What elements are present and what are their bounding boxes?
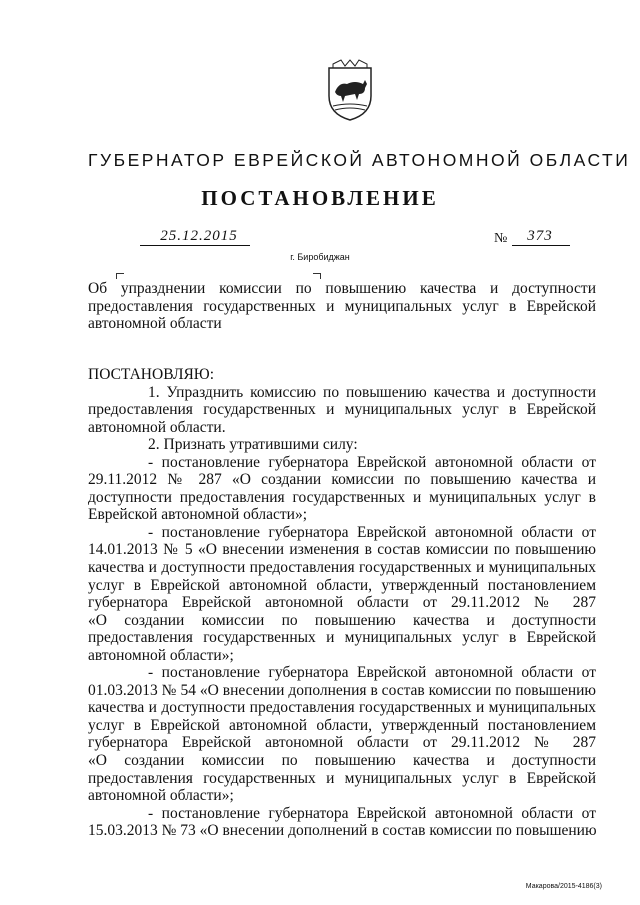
body-line: предоставления государственных и муниципальных услуг в Еврейской [88,401,596,419]
issuer-title: ГУБЕРНАТОР ЕВРЕЙСКОЙ АВТОНОМНОЙ ОБЛАСТИ [88,150,631,170]
body-line: губернатора Еврейской автономной области от 29.11.2012 № 287 [88,594,596,612]
date-underline [140,245,250,246]
body-line: услуг в Еврейской автономной области, утвержденный постановлением [88,716,596,734]
city: г. Биробиджан [290,252,350,262]
subject-corner-left [116,273,124,279]
body-line: 1. Упразднить комиссию по повышению качества и доступности [148,383,596,401]
body-line: предоставления государственных и муниципальных услуг в Еврейской [88,769,596,787]
body-line: автономной области. [88,418,226,436]
body-lead: ПОСТАНОВЛЯЮ: [88,366,215,383]
body-line: предоставления государственных и муниципальных услуг в Еврейской [88,629,596,647]
body-line: «О создании комиссии по повышению качества и доступности [88,611,596,629]
body-line: 01.03.2013 № 54 «О внесении дополнения в состав комиссии по повышению [88,681,596,699]
document-number: 373 [527,228,553,244]
subject-line: автономной области [88,315,222,332]
document-code: Макарова/2015-4186(3) [525,883,602,890]
coat-of-arms-emblem [325,58,375,122]
body-line: 29.11.2012 № 287 «О создании комиссии по повышению качества и [88,471,596,489]
subject-line: Об упразднении комиссии по повышению качества и доступности [88,280,596,297]
body-line: 2. Признать утратившими силу: [148,436,358,454]
document-body [88,366,596,840]
document-type: ПОСТАНОВЛЕНИЕ [201,186,439,210]
body-line: качества и доступности предоставления государственных и муниципальных [88,559,596,577]
subject-line: предоставления государственных и муниципальных услуг в Еврейской [88,297,596,315]
body-line: губернатора Еврейской автономной области от 29.11.2012 № 287 [88,734,596,752]
body-line: качества и доступности предоставления государственных и муниципальных [88,699,596,717]
body-line: 15.03.2013 № 73 «О внесении дополнений в состав комиссии по повышению [88,822,597,840]
number-label: № [494,231,508,246]
body-line: 14.01.2013 № 5 «О внесении изменения в состав комиссии по повышению [88,541,596,559]
body-line: Еврейской автономной области»; [88,506,308,524]
body-line: - постановление губернатора Еврейской автономной области от [148,664,596,682]
body-line: - постановление губернатора Еврейской автономной области от [148,804,596,822]
body-line: - постановление губернатора Еврейской автономной области от [148,453,596,471]
body-line: доступности предоставления государственных и муниципальных услуг в [88,488,596,506]
subject-corner-right [313,273,321,279]
body-line: услуг в Еврейской автономной области, утвержденный постановлением [88,576,596,594]
body-line: - постановление губернатора Еврейской автономной области от [148,523,596,541]
body-line: автономной области»; [88,646,234,664]
number-underline [512,245,570,246]
body-line: «О создании комиссии по повышению качества и доступности [88,752,596,770]
document-date: 25.12.2015 [160,228,238,244]
body-line: автономной области»; [88,787,234,805]
document-subject [88,280,596,333]
